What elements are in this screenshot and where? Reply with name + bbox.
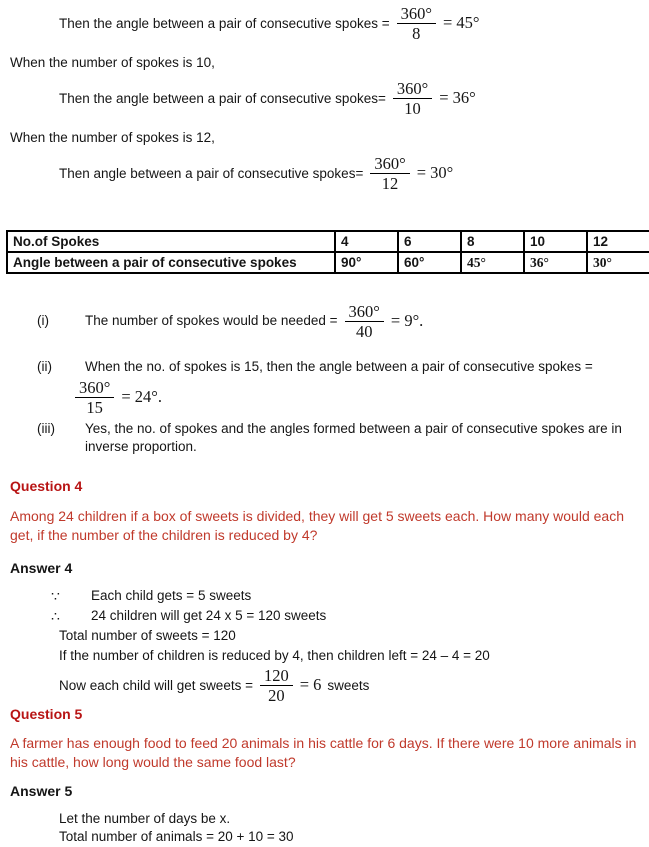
- equation-prefix: Then the angle between a pair of consecutive spokes =: [59, 15, 390, 31]
- fraction-denominator: 8: [412, 23, 421, 43]
- equation-result: = 24°.: [121, 387, 163, 406]
- fraction: [393, 80, 432, 117]
- fraction-numerator: 360°: [370, 155, 409, 174]
- equation-spokes-10: [59, 79, 637, 117]
- answer-step-text: Each child gets = 5 sweets: [91, 588, 252, 603]
- answer-step-text: 24 children will get 24 x 5 = 120 sweets: [91, 608, 327, 623]
- list-marker-ii: (ii): [37, 359, 52, 374]
- fraction-denominator: 15: [86, 397, 103, 417]
- table-row-spokes: [7, 231, 649, 252]
- spokes-table: [6, 230, 649, 274]
- list-marker-i: (i): [37, 313, 49, 328]
- fraction-numerator: 120: [260, 667, 293, 686]
- fraction: [397, 5, 436, 42]
- table-cell-spokes-12: 12: [587, 231, 649, 252]
- question-5-heading: Question 5: [10, 706, 83, 722]
- list-item-ii: [10, 358, 637, 376]
- fraction: [260, 667, 293, 704]
- answer-step: [10, 606, 637, 626]
- equation-result: = 30°: [416, 163, 454, 182]
- answer-4-heading: Answer 4: [10, 560, 73, 576]
- equation-result: = 36°: [439, 88, 476, 107]
- answer-4-steps: [10, 586, 637, 666]
- fraction-denominator: 12: [381, 173, 399, 193]
- when-spokes-12-text: When the number of spokes is 12,: [10, 130, 215, 145]
- equation-prefix: Then the angle between a pair of consecutive spokes=: [59, 90, 386, 106]
- fraction-numerator: 360°: [397, 5, 436, 24]
- equation-spokes-12: [59, 154, 637, 192]
- answer-5-steps: [59, 810, 637, 846]
- answer-step-text: Total number of animals = 20 + 10 = 30: [59, 829, 294, 844]
- equation-result: = 6: [299, 675, 322, 694]
- table-row-angles: [7, 252, 649, 273]
- fraction: [75, 379, 114, 416]
- because-symbol: ∵: [51, 588, 60, 604]
- table-cell-angle-60: 60°: [398, 252, 461, 273]
- answer-step: [10, 626, 637, 646]
- answer-step-text: Total number of sweets = 120: [59, 628, 236, 643]
- list-marker-iii: (iii): [37, 421, 55, 436]
- table-cell-angle-45: 45°: [461, 252, 524, 273]
- list-item-ii-text: When the no. of spokes is 15, then the angle between a pair of consecutive spokes =: [85, 359, 593, 374]
- equation-prefix: Now each child will get sweets =: [59, 677, 253, 693]
- answer-step: [10, 586, 637, 606]
- list-item-iii: [10, 420, 637, 456]
- question-5-body: A farmer has enough food to feed 20 animals in his cattle for 6 days. If there were 10 more animals in his cattle, how long would the same food last?: [10, 735, 637, 770]
- answer-5-heading: Answer 5: [10, 783, 73, 799]
- equation-spokes-15: [75, 378, 637, 416]
- equation-prefix: The number of spokes would be needed =: [85, 313, 338, 328]
- table-cell-angle-90: 90°: [335, 252, 398, 273]
- fraction-numerator: 360°: [75, 379, 114, 398]
- fraction: [345, 303, 384, 340]
- table-cell-angle-36: 36°: [524, 252, 587, 273]
- table-cell-angle-30: 30°: [587, 252, 649, 273]
- equation-prefix: Then angle between a pair of consecutive spokes=: [59, 165, 364, 181]
- equation-suffix: sweets: [327, 677, 370, 693]
- table-cell-spokes-10: 10: [524, 231, 587, 252]
- table-cell-angle-label: Angle between a pair of consecutive spokes: [7, 252, 335, 273]
- table-cell-spokes-6: 6: [398, 231, 461, 252]
- fraction-denominator: 40: [355, 321, 373, 341]
- answer-step-text: If the number of children is reduced by 4, then children left = 24 – 4 = 20: [59, 648, 490, 663]
- answer-step: [10, 646, 637, 666]
- table-cell-spokes-label: No.of Spokes: [7, 231, 335, 252]
- equation-result: = 45°: [442, 13, 480, 32]
- answer-step-text: Let the number of days be x.: [59, 811, 231, 826]
- equation-result: = 9°.: [390, 311, 424, 330]
- fraction: [370, 155, 409, 192]
- fraction-numerator: 360°: [345, 303, 384, 322]
- equation-needed-spokes: [85, 302, 637, 340]
- equation-spokes-8: [59, 4, 637, 42]
- question-4-body: Among 24 children if a box of sweets is divided, they will get 5 sweets each. How many would each get, if the number of the children is reduced by 4?: [10, 508, 624, 543]
- fraction-numerator: 360°: [393, 80, 432, 99]
- table-cell-spokes-4: 4: [335, 231, 398, 252]
- therefore-symbol: ∴: [51, 608, 60, 624]
- when-spokes-10-text: When the number of spokes is 10,: [10, 55, 215, 70]
- fraction-denominator: 10: [404, 98, 421, 118]
- list-item-iii-text: Yes, the no. of spokes and the angles formed between a pair of consecutive spokes are in inverse proportion.: [85, 421, 622, 454]
- equation-sweets-per-child: [59, 666, 637, 704]
- list-item-i: [10, 302, 637, 340]
- table-cell-spokes-8: 8: [461, 231, 524, 252]
- question-4-heading: Question 4: [10, 478, 83, 494]
- fraction-denominator: 20: [268, 685, 285, 705]
